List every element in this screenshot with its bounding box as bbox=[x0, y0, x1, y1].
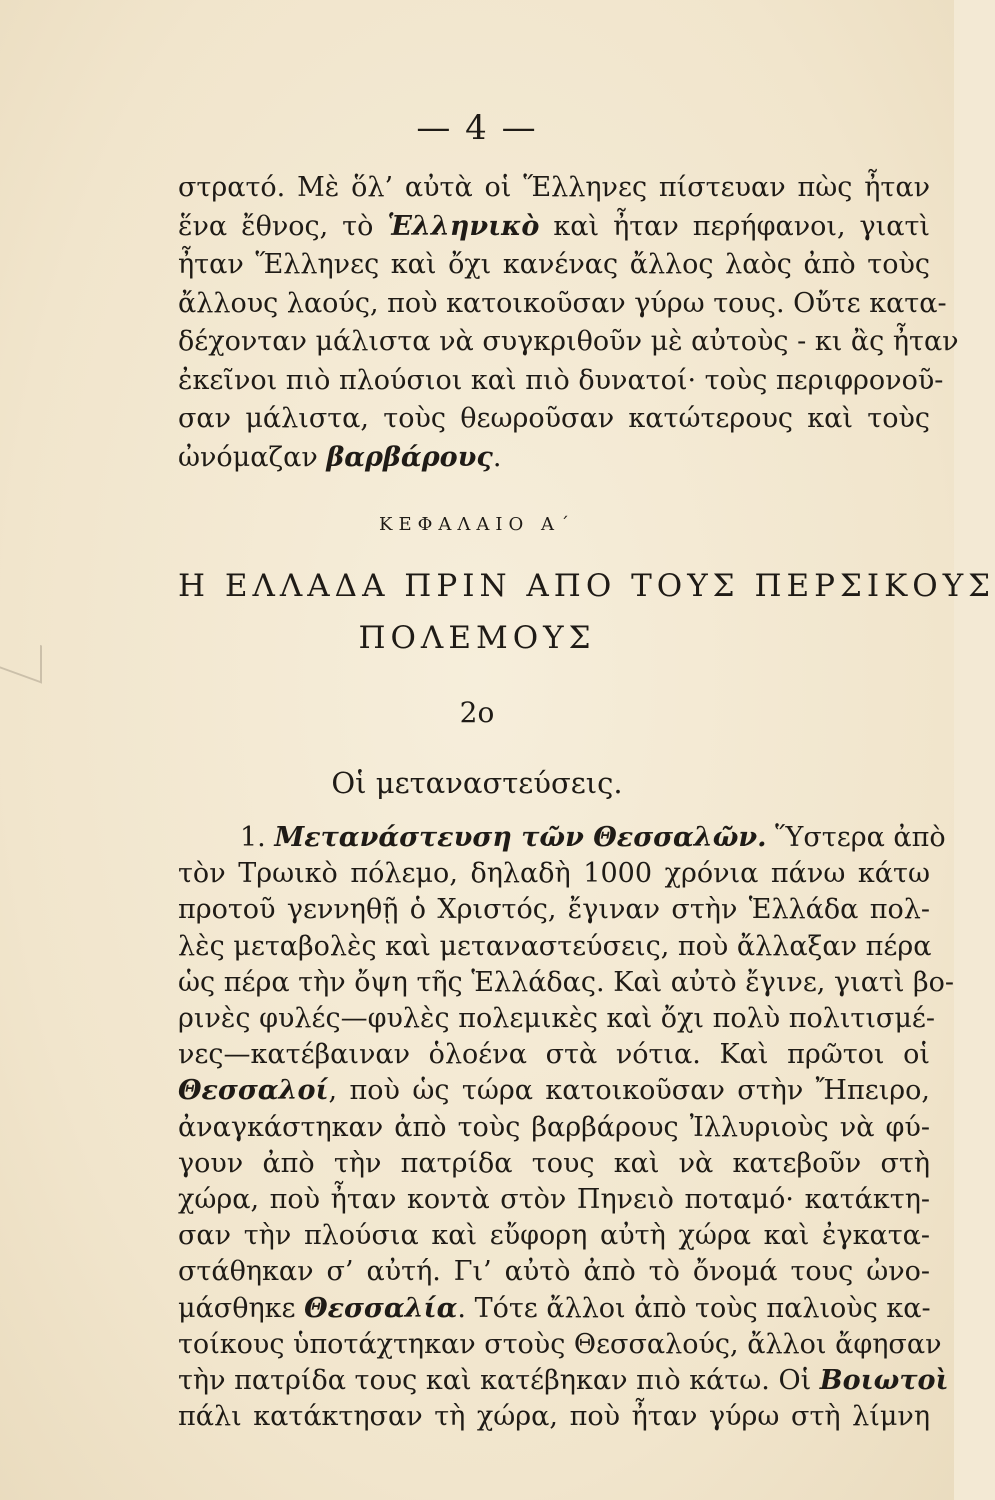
emphasized-text: Ἑλληνικὸ bbox=[387, 210, 540, 242]
section-number: 2ο bbox=[459, 696, 495, 729]
text-line bbox=[178, 245, 930, 285]
text-segment: σαν μάλιστα, τοὺς θεωροῦσαν κατώτερους καὶ τοὺς bbox=[178, 403, 930, 434]
emphasized-text: βαρβάρους bbox=[326, 441, 493, 473]
text-segment: δέχονταν μάλιστα νὰ συγκριθοῦν μὲ αὐτοὺς - κι ἂς ἦταν bbox=[178, 326, 959, 357]
text-segment: μάσθηκε bbox=[178, 1292, 305, 1324]
text-line bbox=[178, 1216, 930, 1256]
text-segment: λὲς μεταβολὲς καὶ μεταναστεύσεις, ποὺ ἄλλαξαν πέρα bbox=[178, 930, 932, 962]
chapter-title-line-1: Η ΕΛΛΑΔΑ ΠΡΙΝ ΑΠΟ ΤΟΥΣ ΠΕΡΣΙΚΟΥΣ bbox=[178, 568, 995, 604]
text-line bbox=[178, 1397, 930, 1437]
text-segment: . bbox=[492, 441, 502, 473]
text-line bbox=[178, 322, 959, 362]
text-line bbox=[240, 818, 946, 858]
text-line bbox=[178, 168, 930, 208]
text-line bbox=[178, 1289, 930, 1329]
text-line bbox=[178, 438, 930, 478]
text-line bbox=[178, 207, 930, 247]
emphasized-text: Θεσσαλία bbox=[304, 1292, 458, 1324]
text-segment: τὴν πατρίδα τους καὶ κατέβηκαν πιὸ κάτω. Οἱ bbox=[178, 1365, 820, 1396]
text-segment: ὠνόμαζαν bbox=[178, 441, 327, 473]
text-segment: στρατό. Μὲ ὅλ’ αὐτὰ οἱ Ἕλληνες πίστευαν πὼς ἦταν bbox=[178, 172, 930, 203]
text-segment: καὶ ἦταν περήφανοι, γιατὶ bbox=[539, 210, 930, 242]
text-segment: στάθηκαν σ’ αὐτή. Γι’ αὐτὸ ἀπὸ τὸ ὄνομά τους ὠνο- bbox=[178, 1256, 930, 1288]
text-segment: Ὕστερα ἀπὸ bbox=[766, 822, 946, 853]
text-segment: ὡς πέρα τὴν ὄψη τῆς Ἑλλάδας. Καὶ αὐτὸ ἔγινε, γιατὶ βο- bbox=[178, 966, 955, 998]
text-segment: ἐκεῖνοι πιὸ πλούσιοι καὶ πιὸ δυνατοί· τοὺς περιφρονοῦ- bbox=[178, 364, 944, 396]
text-line bbox=[178, 927, 930, 967]
chapter-label: ΚΕΦΑΛΑΙΟ Α΄ bbox=[379, 514, 575, 535]
text-line bbox=[178, 999, 936, 1039]
text-segment: ἕνα ἔθνος, τὸ bbox=[178, 210, 388, 242]
text-line bbox=[178, 1252, 930, 1292]
emphasized-text: Βοιωτοὶ bbox=[819, 1365, 949, 1396]
emphasized-text: Θεσσαλοί bbox=[178, 1075, 329, 1107]
section-title: Οἱ μεταναστεύσεις. bbox=[331, 766, 623, 800]
text-line bbox=[178, 854, 930, 894]
text-line bbox=[178, 1180, 930, 1220]
text-segment: ἦταν Ἕλληνες καὶ ὄχι κανένας ἄλλος λαὸς ἀπὸ τοὺς bbox=[178, 249, 930, 280]
page-number: — 4 — bbox=[416, 108, 538, 148]
text-line bbox=[178, 284, 947, 324]
text-segment: 1. bbox=[240, 822, 275, 853]
text-line bbox=[178, 963, 955, 1003]
text-line bbox=[178, 1144, 930, 1184]
text-line bbox=[178, 1035, 930, 1075]
text-segment: ἄλλους λαούς, ποὺ κατοικοῦσαν γύρω τους. Οὔτε κατα- bbox=[178, 287, 947, 319]
text-segment: προτοῦ γεννηθῇ ὁ Χριστός, ἔγιναν στὴν Ἑλλάδα πολ- bbox=[178, 894, 930, 926]
text-segment: ἀναγκάστηκαν ἀπὸ τοὺς βαρβάρους Ἰλλυριοὺς νὰ φύ- bbox=[178, 1111, 930, 1143]
text-line bbox=[178, 890, 930, 930]
text-line bbox=[178, 1325, 942, 1365]
text-segment: τοίκους ὑποτάχτηκαν στοὺς Θεσσαλούς, ἄλλοι ἄφησαν bbox=[178, 1328, 942, 1360]
text-line bbox=[178, 1361, 949, 1401]
text-segment: τὸν Τρωικὸ πόλεμο, δηλαδὴ 1000 χρόνια πάνω κάτω bbox=[178, 858, 930, 890]
text-line bbox=[178, 1071, 930, 1111]
text-segment: γουν ἀπὸ τὴν πατρίδα τους καὶ νὰ κατεβοῦν στὴ bbox=[178, 1147, 930, 1179]
text-line bbox=[178, 361, 944, 401]
text-segment: ρινὲς φυλές—φυλὲς πολεμικὲς καὶ ὄχι πολὺ πολιτισμέ- bbox=[178, 1003, 936, 1034]
emphasized-text: Μετανάστευση τῶν Θεσσαλῶν. bbox=[274, 822, 767, 853]
text-segment: σαν τὴν πλούσια καὶ εὔφορη αὐτὴ χώρα καὶ ἐγκατα- bbox=[178, 1220, 930, 1252]
text-line bbox=[178, 1108, 930, 1148]
text-line bbox=[178, 399, 930, 439]
text-segment: , ποὺ ὡς τώρα κατοικοῦσαν στὴν Ἤπειρο, bbox=[328, 1075, 930, 1107]
text-segment: . Τότε ἄλλοι ἀπὸ τοὺς παλιοὺς κα- bbox=[457, 1292, 931, 1324]
chapter-title-line-2: ΠΟΛΕΜΟΥΣ bbox=[358, 620, 596, 656]
text-segment: χώρα, ποὺ ἦταν κοντὰ στὸν Πηνειὸ ποταμό· κατάκτη- bbox=[178, 1184, 930, 1215]
text-segment: πάλι κατάκτησαν τὴ χώρα, ποὺ ἦταν γύρω στὴ λίμνη bbox=[178, 1401, 930, 1433]
text-segment: νες—κατέβαιναν ὁλοένα στὰ νότια. Καὶ πρῶτοι οἱ bbox=[178, 1039, 930, 1071]
